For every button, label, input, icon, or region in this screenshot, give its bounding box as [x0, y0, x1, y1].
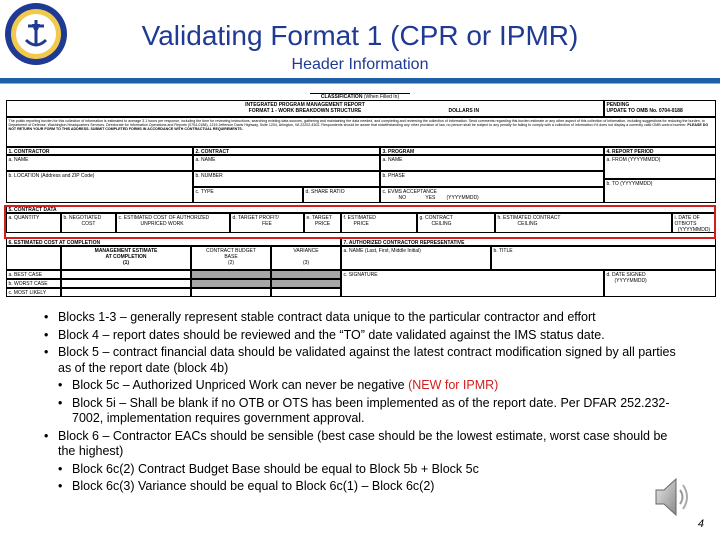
block2d-share-ratio: d. SHARE RATIO: [303, 187, 380, 203]
block1b-note: (Address and ZIP Code): [40, 172, 95, 179]
block5f-label2: PRICE: [353, 220, 369, 227]
block6b-col1: [61, 279, 191, 288]
sub-bullet-item: • Block 6c(3) Variance should be equal to Block 6c(1) – Block 6c(2): [44, 479, 684, 495]
block5b-label2: COST: [81, 220, 96, 227]
burden-statement: [6, 117, 716, 147]
block5g-label1: g. CONTRACT: [419, 214, 453, 221]
block4b-label: b. TO: [606, 180, 619, 187]
block6-col2-header: [191, 246, 271, 270]
block5d-label2: FEE: [262, 220, 272, 227]
evms-no-option: NO: [398, 194, 406, 201]
block3a-name: a. NAME: [380, 155, 604, 171]
block2b-number: b. NUMBER: [193, 171, 380, 187]
bullet-item: • Block 6 – Contractor EACs should be sensible (best case should be the lowest estimate, worst case should be the highest): [44, 429, 684, 460]
block2a-name: a. NAME: [193, 155, 380, 171]
block7a-name: [341, 246, 491, 270]
block7d-format: (YYYYMMDD): [614, 277, 647, 284]
block2-header: 2. CONTRACT: [193, 147, 380, 155]
block5b-label1: b. NEGOTIATED: [63, 214, 102, 221]
block7a-note: (Last, First, Middle Initial): [364, 247, 421, 254]
block6c-most-likely: c. MOST LIKELY: [6, 288, 61, 297]
evms-date-format: (YYYYMMDD): [446, 194, 479, 201]
block5-header: 5. CONTRACT DATA: [6, 205, 716, 213]
speaker-icon[interactable]: [652, 474, 692, 520]
block6a-best-case: a. BEST CASE: [6, 270, 61, 279]
block6-col1-header: [61, 246, 191, 270]
block7c-signature: c. SIGNATURE: [341, 270, 604, 297]
block6-col2-line1: CONTRACT BUDGET: [206, 247, 256, 254]
block5c-label1: c. ESTIMATED COST OF AUTHORIZED: [118, 214, 210, 221]
form-title-box: [6, 100, 604, 117]
block6b-worst-case: b. WORST CASE: [6, 279, 61, 288]
block5e-label2: PRICE: [314, 220, 331, 227]
burden-text: The public reporting burden for this collection of information is estimated to average 3.1 hours per response, including the time for reviewing instructions, searching existing data sources, gathering and maintaining the data needed, and completing and reviewing the collection of information. Send comments regarding this burden estimate or any other aspect of this collection of information, including suggestions for reducing the burden, to Department of Defense, Washington Headquarters Services, Directorate for Information Operations and Reports (0704-0188), 1215 Jefferson Davis Highway, Suite 1204, Arlington, VA 22202-4302. Respondents should be aware that notwithstanding any other provision of law, no person shall be subject to any penalty for failing to comply with a collection of information if it does not display a currently valid OMB control number.: [8, 118, 705, 127]
block4b-format: (YYYYMMDD): [620, 180, 653, 187]
bullet-list: [44, 310, 684, 497]
block3c-label: c. EVMS ACCEPTANCE: [382, 188, 437, 195]
do-not-return-text: PLEASE DO NOT RETURN YOUR FORM TO THIS ADDRESS. SUBMIT COMPLETED FORMS IN ACCORDANCE WITH CONTRACTUAL REQUIREMENTS.: [8, 122, 709, 132]
block6-header: 6. ESTIMATED COST AT COMPLETION: [6, 238, 341, 246]
block6c-col1: [61, 288, 191, 297]
block7b-title: b. TITLE: [491, 246, 716, 270]
block5i-label2: (YYYYMMDD): [677, 226, 711, 233]
block1b-label: b. LOCATION: [8, 172, 40, 179]
block6-col2-line3: (2): [227, 259, 235, 266]
block5g-label2: CEILING: [431, 220, 452, 227]
block1-header: 1. CONTRACTOR: [6, 147, 193, 155]
block5e-label1: e. TARGET: [306, 214, 332, 221]
block5h-label2: CEILING: [517, 220, 538, 227]
block6a-col2-shaded: [191, 270, 271, 279]
ipmr-format1-form: [6, 92, 716, 300]
block5-highlight: [4, 205, 716, 239]
block4a-label: a. FROM: [606, 156, 627, 163]
block5f-label1: f. ESTIMATED: [343, 214, 376, 221]
evms-yes-option: YES: [425, 194, 436, 201]
title-divider-thin: [0, 83, 720, 84]
page-title: Validating Format 1 (CPR or IPMR): [141, 20, 579, 51]
pending-label: PENDING: [606, 101, 630, 108]
block6-col3-header: [271, 246, 341, 270]
block6c-col2: [191, 288, 271, 297]
block4-header: 4. REPORT PERIOD: [604, 147, 716, 155]
block6-col1-line1: MANAGEMENT ESTIMATE: [94, 247, 158, 254]
block3b-phase: b. PHASE: [380, 171, 604, 187]
block7a-label: a. NAME: [343, 247, 364, 254]
bullet-item: • Block 4 – report dates should be reviewed and the “TO” date validated against the IMS status date.: [44, 328, 684, 344]
block4a-format: (YYYYMMDD): [628, 156, 661, 163]
block5h-label1: h. ESTIMATED CONTRACT: [497, 214, 561, 221]
block5c-label2: UNPRICED WORK: [140, 220, 184, 227]
classification-text: CLASSIFICATION: [320, 94, 363, 100]
block6-col3-line1: VARIANCE: [293, 247, 319, 254]
block7d-date-signed: [604, 270, 716, 297]
block6c-col3: [271, 288, 341, 297]
form-title-line2: FORMAT 1 - WORK BREAKDOWN STRUCTURE: [248, 107, 362, 114]
block6-col2-line2: BASE: [224, 253, 238, 260]
block7d-label: d. DATE SIGNED: [606, 271, 646, 278]
block6-col3-line3: (3): [302, 259, 310, 266]
block6a-col3-shaded: [271, 270, 341, 279]
page-subtitle: Header Information: [291, 56, 429, 73]
block6b-col2-shaded: [191, 279, 271, 288]
omb-number-label: UPDATE TO OMB No. 0704-0188: [606, 107, 683, 114]
block4a-from: [604, 155, 716, 179]
dollars-in-label: DOLLARS IN: [448, 107, 480, 114]
sub-bullet-item: • Block 5i – Shall be blank if no OTB or OTS has been implemented as of the report date. Per DFAR 252.232-7002, implementation requires government approval.: [44, 396, 684, 427]
block6-col1-line2: AT COMPLETION: [105, 253, 147, 260]
block6-corner: [6, 246, 61, 270]
bullet-item: • Blocks 1-3 – generally represent stable contract data unique to the particular contractor and effort: [44, 310, 684, 326]
block5i-label1: i. DATE OF OTB/OTS: [674, 214, 700, 227]
block1a-name: a. NAME: [6, 155, 193, 171]
classification-note: (When Filled In): [363, 94, 400, 100]
sub-bullet-text: Block 5c – Authorized Unpriced Work can never be negative: [72, 378, 409, 392]
block7-header: 7. AUTHORIZED CONTRACTOR REPRESENTATIVE: [341, 238, 716, 246]
omb-box: [604, 100, 716, 117]
block3c-evms: [380, 187, 604, 203]
sub-bullet-item: [44, 378, 684, 394]
new-for-ipmr-note: (NEW for IPMR): [408, 378, 499, 392]
bullet-item: • Block 5 – contract financial data should be validated against the latest contract modification signed by all parties as of the report date (block 4b): [44, 345, 684, 376]
block1b-location: [6, 171, 193, 203]
sub-bullet-item: • Block 6c(2) Contract Budget Base should be equal to Block 5b + Block 5c: [44, 462, 684, 478]
block6a-col1: [61, 270, 191, 279]
block5a-quantity: a. QUANTITY: [6, 213, 61, 233]
block6-col1-line3: (1): [122, 259, 130, 266]
page-number: 4: [697, 518, 704, 530]
block2c-type: c. TYPE: [193, 187, 303, 203]
form-title-line1: INTEGRATED PROGRAM MANAGEMENT REPORT: [245, 101, 365, 108]
block4b-to: [604, 179, 716, 203]
block3-header: 3. PROGRAM: [380, 147, 604, 155]
block5d-label1: d. TARGET PROFIT/: [232, 214, 279, 221]
block6b-col3-shaded: [271, 279, 341, 288]
